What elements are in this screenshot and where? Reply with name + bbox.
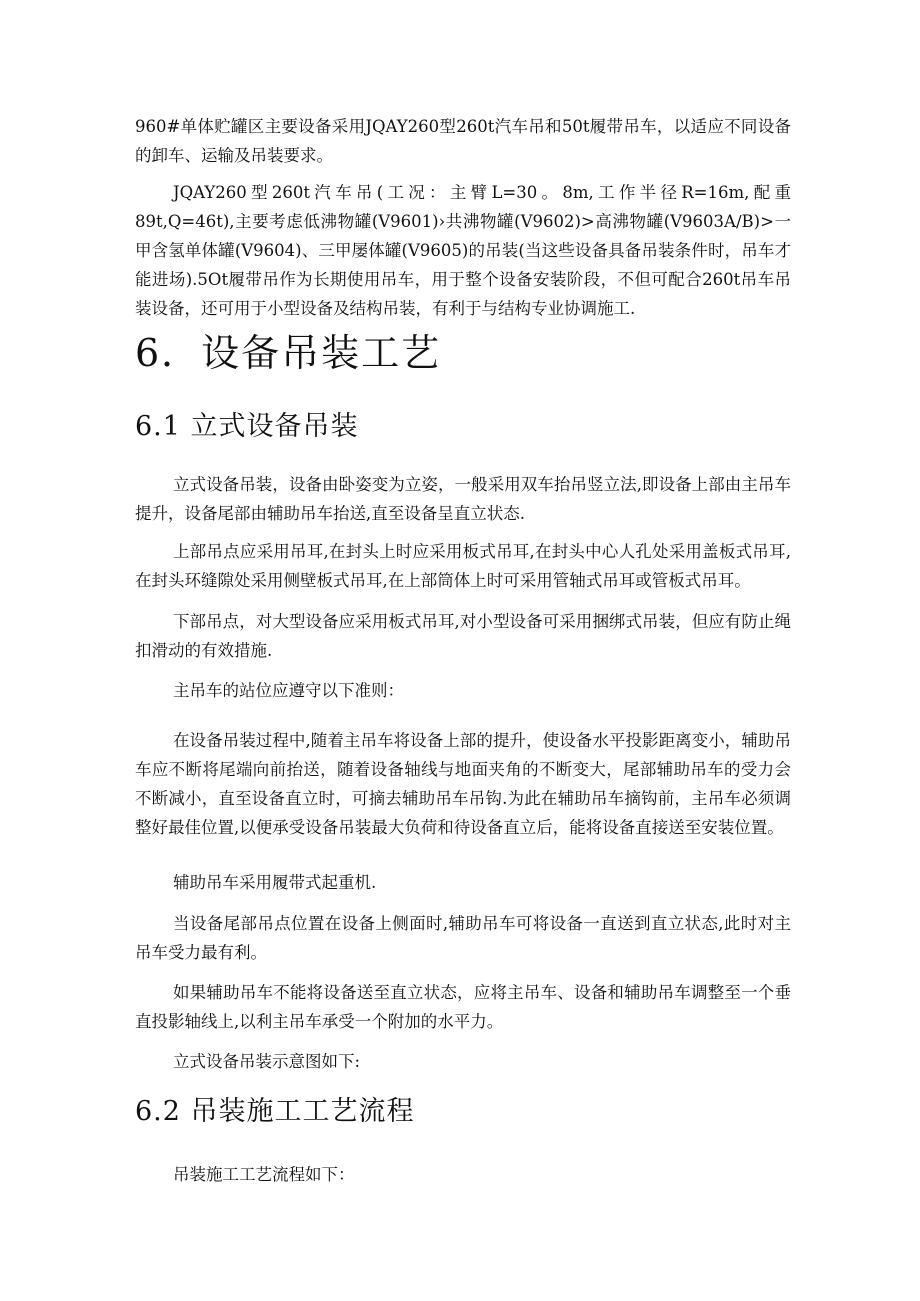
paragraph-upper-lifting-point: 上部吊点应采用吊耳,在封头上时应采用板式吊耳,在封头中心人孔处采用盖板式吊耳,在封头环缝隙处采用侧壁板式吊耳,在上部筒体上时可采用管轴式吊耳或管板式吊耳。 [135,542,791,590]
paragraph-lower-lifting-point: 下部吊点，对大型设备应采用板式吊耳,对小型设备可采用捆绑式吊装，但应有防止绳扣滑动的有效措施. [135,612,791,660]
paragraph-alignment: 如果辅助吊车不能将设备送至直立状态，应将主吊车、设备和辅助吊车调整至一个垂直投影轴线上,以利主吊车承受一个附加的水平力。 [135,983,791,1031]
paragraph-main-crane-position: 主吊车的站位应遵守以下准则： [173,681,404,700]
paragraph-vertical-lifting: 立式设备吊装，设备由卧姿变为立姿，一般采用双车抬吊竖立法,即设备上部由主吊车提升，设备尾部由辅助吊车抬送,直至设备呈直立状态. [135,475,791,523]
heading-section-6-2: 6.2 吊装施工工艺流程 [135,1096,415,1127]
paragraph-tail-lifting-point: 当设备尾部吊点位置在设备上侧面时,辅助吊车可将设备一直送到直立状态,此时对主吊车受力最有利。 [135,914,791,962]
heading-section-6: 6．设备吊装工艺 [135,331,442,375]
paragraph-diagram-intro: 立式设备吊装示意图如下: [173,1052,361,1071]
paragraph-truck-crane: JQAY260型260t汽车吊(工况：主臂L=30。8m,工作半径R=16m,配重89t,Q=46t),主要考虑低沸物罐(V9601)›共沸物罐(V9602)>高沸物罐(V9603A∕B)>一甲含氢单体罐(V9604)、三甲屡体罐(V9605)的吊装(当这些设备具备吊装条件时，吊车才能进场).5Ot履带吊作为长期使用吊车，用于整个设备安装阶段，不但可配合260t吊车吊装设备，还可用于小型设备及结构吊装，有利于与结构专业协调施工. [135,183,791,318]
paragraph-auxiliary-crane: 辅助吊车采用履带式起重机. [173,873,377,892]
paragraph-equipment-overview: 960#单体贮罐区主要设备采用JQAY260型260t汽车吊和50t履带吊车，以适应不同设备的卸车、运输及吊装要求。 [135,117,791,165]
paragraph-process-flow-intro: 吊装施工工艺流程如下： [173,1165,355,1184]
paragraph-lifting-process: 在设备吊装过程中,随着主吊车将设备上部的提升，使设备水平投影距离变小，辅助吊车应不断将尾端向前抬送，随着设备轴线与地面夹角的不断变大，尾部辅助吊车的受力会不断减小，直至设备直立时，可摘去辅助吊车吊钩.为此在辅助吊车摘钩前，主吊车必须调整好最佳位置,以便承受设备吊装最大负荷和待设备直立后，能将设备直接送至安装位置。 [135,731,791,837]
heading-section-6-1: 6.1 立式设备吊装 [135,411,359,442]
